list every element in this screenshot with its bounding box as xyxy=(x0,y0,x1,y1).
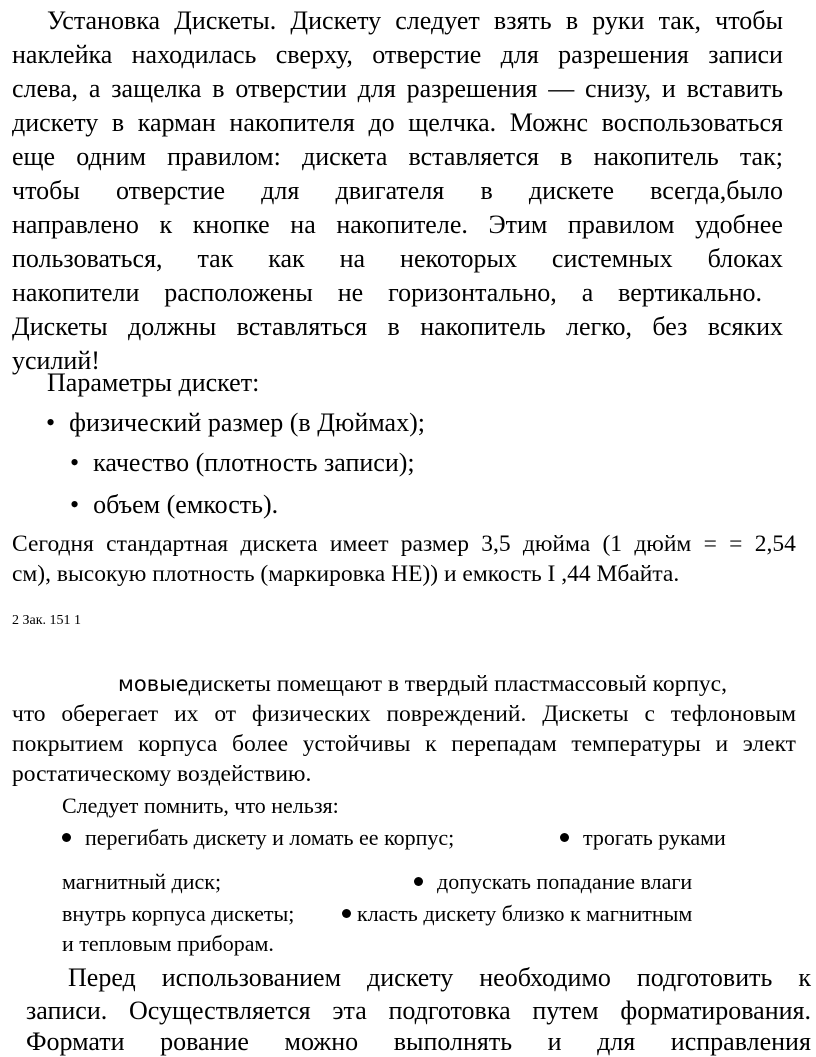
p1-line xyxy=(12,108,783,138)
word: дискету xyxy=(12,108,99,137)
word: размер xyxy=(400,531,469,557)
word: а xyxy=(88,74,101,103)
p3-line xyxy=(26,996,811,1026)
word: до xyxy=(368,108,395,137)
word: 3,5 xyxy=(481,531,511,557)
word: вставляться xyxy=(236,312,368,341)
bullet-icon: • xyxy=(46,408,56,437)
remember-item-magnets xyxy=(342,901,692,927)
word: руки xyxy=(592,6,645,35)
word: всяких xyxy=(707,312,783,341)
p2-line xyxy=(12,731,796,758)
word: Формати xyxy=(26,1027,125,1056)
word: эта xyxy=(332,996,367,1025)
word: так; xyxy=(739,142,783,171)
word: щелчка. xyxy=(408,108,497,137)
p1-line xyxy=(12,244,783,274)
p1-line xyxy=(47,6,783,36)
word: так, xyxy=(658,6,701,35)
word: для xyxy=(357,74,396,103)
word: исправления xyxy=(670,1027,811,1056)
word: разрешения xyxy=(558,40,689,69)
word: Этим xyxy=(488,210,548,239)
word: Осуществляется xyxy=(128,996,311,1025)
word: использованием xyxy=(161,963,342,992)
word: правилом xyxy=(567,210,675,239)
remember-item-moisture-cont: внутрь корпуса дискеты; xyxy=(62,901,295,926)
bullet-icon: • xyxy=(70,490,80,519)
word: = xyxy=(729,531,743,557)
word: Дискеты. xyxy=(174,6,277,35)
remember-heading: Следует помнить, что нельзя: xyxy=(62,793,339,818)
word: к xyxy=(798,963,811,992)
bullet-icon: • xyxy=(70,448,80,477)
word: в xyxy=(480,176,493,205)
bullet-icon xyxy=(62,833,71,842)
word: дюйм xyxy=(634,531,692,557)
word: защелка xyxy=(111,74,202,103)
word: не xyxy=(337,278,364,307)
word: взять xyxy=(493,6,552,35)
word: более xyxy=(232,731,289,757)
word: можно xyxy=(284,1027,359,1056)
word: и xyxy=(715,731,729,757)
params-item-label: объем (емкость). xyxy=(93,490,279,519)
p1-line xyxy=(12,312,783,342)
word: блоках xyxy=(707,244,783,273)
word: отверстие xyxy=(372,40,482,69)
word: покрытием xyxy=(12,731,124,757)
word: = xyxy=(703,531,717,557)
remember-item-label: трогать руками xyxy=(583,825,726,850)
page-footnote: 2 Зак. 151 1 xyxy=(12,613,82,628)
p2-line xyxy=(12,701,796,728)
word: от xyxy=(214,701,237,727)
word: чтобы xyxy=(715,6,783,35)
p1-line xyxy=(12,40,783,70)
word: на xyxy=(290,210,316,239)
word: к xyxy=(159,210,173,239)
word: снизу, xyxy=(585,74,652,103)
word: горизонтально, xyxy=(388,278,557,307)
word: для xyxy=(597,1027,636,1056)
word: стандартная xyxy=(106,531,229,557)
word: тефлоновым xyxy=(670,701,796,727)
standard_lines-line xyxy=(12,531,796,558)
word: как xyxy=(268,244,305,273)
word: для xyxy=(500,40,539,69)
p1-line xyxy=(12,142,783,172)
word: записи xyxy=(708,40,783,69)
word: форматирования. xyxy=(620,996,811,1025)
word: двигателя xyxy=(335,176,445,205)
word: необходимо xyxy=(479,963,611,992)
remember-item-magnets-cont: и тепловым приборам. xyxy=(62,931,274,956)
word: записи. xyxy=(26,996,108,1025)
word: всегда,было xyxy=(650,176,783,205)
standard_lines-line xyxy=(12,561,679,588)
remember-item-moisture xyxy=(414,869,692,895)
p1-line xyxy=(12,176,783,206)
word: пользоваться, xyxy=(12,244,163,273)
word: дискета xyxy=(301,142,388,171)
params-item-volume xyxy=(70,490,278,520)
word: без xyxy=(652,312,688,341)
word: вставить xyxy=(686,74,783,103)
word: и xyxy=(661,74,676,103)
word: Установка xyxy=(47,6,161,35)
word: накопителя xyxy=(229,108,355,137)
word: разрешения xyxy=(406,74,538,103)
word: элект xyxy=(742,731,796,757)
remember-item-label: допускать попадание влаги xyxy=(437,869,693,894)
p1-line xyxy=(12,278,762,308)
word: воспользоваться xyxy=(601,108,783,137)
word: Перед xyxy=(68,963,136,992)
word: мовые xyxy=(118,672,189,696)
word: вставляется xyxy=(408,142,539,171)
word: должны xyxy=(127,312,217,341)
word: дюйма xyxy=(522,531,591,557)
word: дискеты помещают в твердый пластмассовый корпус, xyxy=(188,671,727,697)
word: направлено xyxy=(12,210,139,239)
word: а xyxy=(581,278,594,307)
word: удобнее xyxy=(695,210,783,239)
word: Дискеты xyxy=(12,312,108,341)
word: вертикально. xyxy=(618,278,762,307)
word: дискете xyxy=(528,176,614,205)
word: в xyxy=(212,74,225,103)
p3-line xyxy=(68,963,811,993)
word: правилом: xyxy=(167,142,281,171)
word: отверстие xyxy=(115,176,225,205)
word: на xyxy=(339,244,366,273)
params-heading: Параметры дискет: xyxy=(47,368,260,397)
word: повреждений. xyxy=(386,701,527,727)
word: что xyxy=(12,701,46,727)
word: путем xyxy=(532,996,599,1025)
remember-item-label: перегибать дискету и ломать ее корпус; xyxy=(85,825,455,850)
word: к xyxy=(425,731,437,757)
word: находилась xyxy=(131,40,257,69)
word: кнопке xyxy=(192,210,270,239)
word: сверху, xyxy=(275,40,353,69)
params-item-quality xyxy=(70,448,415,478)
word: накопителе. xyxy=(336,210,468,239)
bullet-icon xyxy=(560,833,569,842)
word: дискету xyxy=(367,963,454,992)
word: чтобы xyxy=(12,176,80,205)
word: некоторых xyxy=(400,244,517,273)
word: отверстии xyxy=(235,74,347,103)
word: устойчивы xyxy=(302,731,411,757)
word: системных xyxy=(551,244,673,273)
word: карман xyxy=(137,108,216,137)
params-item-label: качество (плотность записи); xyxy=(93,448,415,477)
word: накопитель xyxy=(420,312,546,341)
p3-line xyxy=(26,1027,811,1057)
word: накопитель xyxy=(593,142,719,171)
remember-item-label: класть дискету близко к магнитным xyxy=(357,901,693,926)
p1-line xyxy=(12,210,783,240)
word: выполнять xyxy=(393,1027,513,1056)
word: перепадам xyxy=(451,731,557,757)
word: см), высокую плотность (маркировка HE)) и емкость I ,44 Мбайта. xyxy=(12,561,680,587)
word: физических xyxy=(251,701,371,727)
remember-item-touch-cont: магнитный диск; xyxy=(62,869,222,894)
word: подготовка xyxy=(388,996,511,1025)
word: так xyxy=(197,244,234,273)
word: (1 xyxy=(602,531,623,557)
word: с xyxy=(644,701,655,727)
word: одним xyxy=(76,142,146,171)
word: Дискеты xyxy=(542,701,629,727)
word: в xyxy=(565,6,579,35)
bullet-icon xyxy=(342,909,351,918)
word: легко, xyxy=(565,312,632,341)
remember-item-bend xyxy=(62,825,454,851)
word: корпуса xyxy=(138,731,218,757)
word: усилий! xyxy=(12,346,100,375)
remember-item-touch xyxy=(560,825,726,851)
params-item-size xyxy=(46,408,425,438)
word: в xyxy=(387,312,400,341)
word: — xyxy=(548,74,575,103)
word: ростатическому воздействию. xyxy=(12,761,312,787)
word: наклейка xyxy=(12,40,113,69)
word: для xyxy=(261,176,300,205)
word: Сегодня xyxy=(12,531,94,557)
word: в xyxy=(111,108,125,137)
word: температуры xyxy=(571,731,701,757)
word: расположены xyxy=(164,278,313,307)
word: 2,54 xyxy=(754,531,796,557)
p2-line xyxy=(118,671,727,698)
word: подготовить xyxy=(636,963,773,992)
word: дискета xyxy=(240,531,318,557)
word: накопители xyxy=(12,278,140,307)
word: Дискету xyxy=(290,6,382,35)
word: в xyxy=(560,142,573,171)
params-item-label: физический размер (в Дюймах); xyxy=(69,408,425,437)
word: рование xyxy=(160,1027,249,1056)
word: их xyxy=(174,701,199,727)
word: оберегает xyxy=(61,701,159,727)
word: еще xyxy=(12,142,56,171)
p2-line xyxy=(12,761,311,788)
word: имеет xyxy=(329,531,389,557)
bullet-icon xyxy=(414,877,423,886)
word: следует xyxy=(395,6,480,35)
word: Можнс xyxy=(509,108,589,137)
word: слева, xyxy=(12,74,79,103)
word: и xyxy=(547,1027,562,1056)
p1-line xyxy=(12,74,783,104)
